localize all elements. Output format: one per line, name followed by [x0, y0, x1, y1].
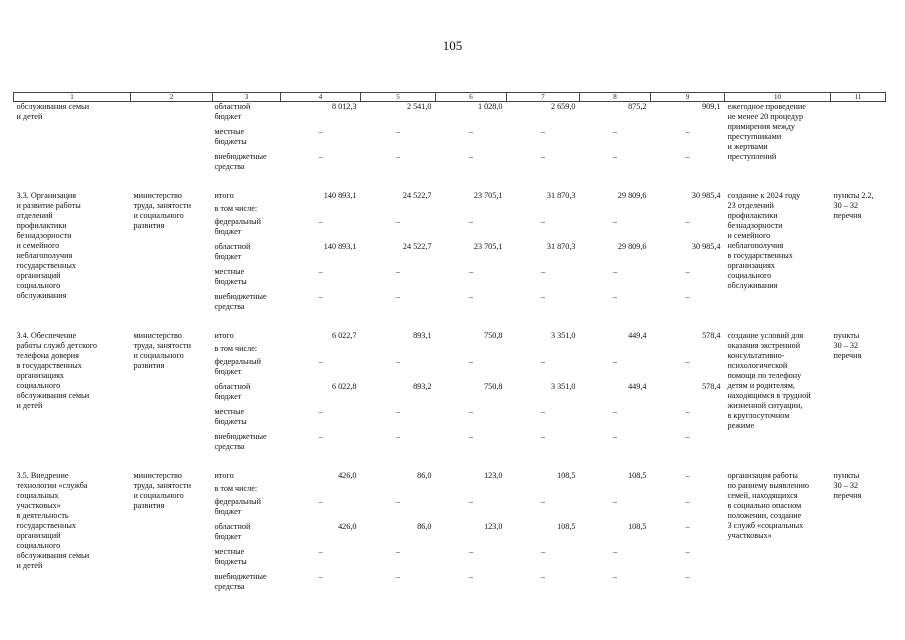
amount-cell: –: [540, 356, 546, 366]
amount-cell: 449,4: [628, 330, 647, 340]
amount-cell: 29 809,6: [617, 241, 647, 251]
amount-cell: –: [468, 496, 474, 506]
amount-cell: –: [612, 356, 618, 366]
amount-cell: –: [612, 291, 618, 301]
funding-source-cell: областной бюджет: [214, 381, 251, 401]
activity-name-cell: обслуживания семьи и детей: [14, 102, 131, 177]
column-header: 10: [725, 93, 831, 102]
amount-cell: –: [685, 216, 690, 226]
column-header: 11: [831, 93, 886, 102]
amount-cell: [651, 484, 725, 497]
amount-cell: 2 541,0: [361, 102, 436, 127]
funding-source-cell: федеральный бюджет: [214, 356, 262, 376]
amount-cell: –: [468, 356, 474, 366]
expected-result-cell: организация работы по раннему выявлению семей, находящихся в социально опасном положении, создание 3 служб «социальных участковых»: [727, 470, 809, 540]
amount-cell: [436, 484, 507, 497]
amount-cell: –: [612, 126, 618, 136]
amount-cell: –: [395, 151, 401, 161]
amount-cell: 30 985,4: [691, 190, 721, 200]
amount-cell: 6 022,8: [331, 381, 357, 391]
amount-cell: –: [540, 546, 546, 556]
column-header: 5: [361, 93, 436, 102]
amount-cell: –: [685, 470, 690, 480]
amount-cell: 140 893,1: [323, 190, 357, 200]
amount-cell: 750,8: [484, 330, 503, 340]
amount-cell: –: [612, 151, 618, 161]
amount-cell: 578,4: [702, 330, 721, 340]
amount-cell: [361, 204, 436, 217]
amount-cell: –: [540, 571, 546, 581]
block-spacer: [14, 177, 886, 191]
amount-cell: –: [685, 126, 690, 136]
reference-cell: пункты 30 – 32 перечня: [833, 470, 862, 500]
amount-cell: [580, 344, 651, 357]
amount-cell: –: [685, 496, 690, 506]
amount-cell: 426,0: [338, 521, 357, 531]
amount-cell: 578,4: [702, 381, 721, 391]
spacer-cell: [14, 177, 886, 191]
amount-cell: –: [540, 431, 546, 441]
funding-source-cell: местные бюджеты: [214, 406, 247, 426]
amount-cell: 86,0: [417, 470, 432, 480]
amount-cell: –: [395, 496, 401, 506]
amount-cell: 3 351,0: [550, 381, 576, 391]
amount-cell: 24 522,7: [402, 190, 432, 200]
page-number: 105: [442, 38, 463, 53]
amount-cell: –: [318, 356, 323, 366]
spacer-cell: [14, 317, 886, 331]
column-header: 3: [213, 93, 281, 102]
amount-cell: –: [540, 216, 546, 226]
amount-cell: 893,2: [413, 381, 432, 391]
column-number-row: [14, 93, 886, 102]
amount-cell: –: [540, 151, 546, 161]
amount-cell: [580, 204, 651, 217]
amount-cell: –: [468, 266, 474, 276]
amount-cell: [507, 344, 580, 357]
amount-cell: 750,8: [484, 381, 503, 391]
amount-cell: [361, 344, 436, 357]
amount-cell: 31 870,3: [546, 190, 576, 200]
amount-cell: 449,4: [628, 381, 647, 391]
funding-source-cell: итого: [214, 470, 234, 480]
table-body: [14, 102, 886, 597]
funding-source-cell: местные бюджеты: [214, 266, 247, 286]
amount-cell: –: [395, 431, 401, 441]
amount-cell: 86,0: [417, 521, 432, 531]
amount-cell: –: [395, 266, 401, 276]
amount-cell: –: [318, 126, 323, 136]
block-spacer: [14, 317, 886, 331]
amount-cell: –: [318, 216, 323, 226]
amount-cell: 875,2: [580, 102, 651, 127]
amount-cell: 108,5: [628, 470, 647, 480]
amount-cell: 123,0: [484, 470, 503, 480]
amount-cell: 6 022,7: [331, 330, 357, 340]
activity-name-cell: 3.5. Внедрение технологии «служба социальных участковых» в деятельность государственных организаций социального обслуживания семьи и детей: [16, 470, 90, 570]
funding-source-cell: в том числе:: [214, 483, 258, 493]
amount-cell: [281, 344, 361, 357]
column-header: 1: [14, 93, 131, 102]
funding-source-cell: в том числе:: [214, 343, 258, 353]
amount-cell: –: [612, 431, 618, 441]
amount-cell: –: [468, 126, 474, 136]
funding-source-cell: внебюджетные средства: [214, 151, 267, 171]
table-row: [14, 331, 886, 344]
amount-cell: –: [468, 151, 474, 161]
funding-source-cell: внебюджетные средства: [214, 431, 267, 451]
amount-cell: –: [685, 546, 690, 556]
funding-source-cell: внебюджетные средства: [214, 571, 267, 591]
column-header: 8: [580, 93, 651, 102]
funding-source-cell: в том числе:: [214, 203, 258, 213]
column-header: 7: [507, 93, 580, 102]
expected-result-cell: создание к 2024 году 23 отделений профилактики безнадзорности и семейного неблагополучия в государственных организациях социального обслуживания: [727, 190, 801, 290]
amount-cell: –: [468, 431, 474, 441]
table-row: [14, 471, 886, 484]
spacer-cell: [14, 457, 886, 471]
amount-cell: 23 705,1: [473, 241, 503, 251]
amount-cell: [436, 344, 507, 357]
amount-cell: [651, 344, 725, 357]
amount-cell: –: [318, 496, 323, 506]
amount-cell: –: [318, 266, 323, 276]
amount-cell: –: [318, 571, 323, 581]
amount-cell: –: [685, 571, 690, 581]
amount-cell: –: [395, 126, 401, 136]
amount-cell: 3 351,0: [550, 330, 576, 340]
amount-cell: –: [612, 216, 618, 226]
amount-cell: 909,1: [651, 102, 725, 127]
executor-cell: министерство труда, занятости и социального развития: [133, 330, 192, 370]
funding-source-cell: областной бюджет: [213, 102, 281, 127]
amount-cell: –: [318, 406, 323, 416]
amount-cell: 140 893,1: [323, 241, 357, 251]
amount-cell: –: [468, 291, 474, 301]
amount-cell: 29 809,6: [617, 190, 647, 200]
amount-cell: –: [612, 406, 618, 416]
amount-cell: 1 028,0: [436, 102, 507, 127]
amount-cell: –: [468, 216, 474, 226]
amount-cell: –: [395, 406, 401, 416]
amount-cell: 893,1: [413, 330, 432, 340]
executor-cell: министерство труда, занятости и социального развития: [133, 190, 192, 230]
funding-source-cell: итого: [214, 330, 234, 340]
program-table: [13, 92, 886, 597]
amount-cell: 2 659,0: [507, 102, 580, 127]
activity-name-cell: 3.4. Обеспечение работы служб детского телефона доверия в государственных организациях социального обслуживания семьи и детей: [16, 330, 97, 410]
amount-cell: –: [540, 291, 546, 301]
column-header: 2: [131, 93, 213, 102]
amount-cell: 24 522,7: [402, 241, 432, 251]
column-header: 4: [281, 93, 361, 102]
funding-source-cell: областной бюджет: [214, 521, 251, 541]
executor-cell: [131, 102, 213, 177]
reference-cell: [831, 102, 886, 177]
amount-cell: –: [318, 431, 323, 441]
amount-cell: [507, 204, 580, 217]
amount-cell: 31 870,3: [546, 241, 576, 251]
amount-cell: –: [685, 431, 690, 441]
funding-source-cell: областной бюджет: [214, 241, 251, 261]
amount-cell: [507, 484, 580, 497]
amount-cell: 426,0: [338, 470, 357, 480]
amount-cell: [281, 484, 361, 497]
expected-result-cell: создание условий для оказания экстренной консультативно- психологической помощи по телефону детям и родителям, находящимся в трудной жизненной ситуации, в круглосуточном режиме: [727, 330, 811, 430]
table-row: [14, 191, 886, 204]
amount-cell: –: [612, 571, 618, 581]
amount-cell: –: [540, 496, 546, 506]
expected-result-cell: ежегодное проведение не менее 20 процедур примирения между преступниками и жертвами преступлений: [725, 102, 831, 177]
funding-source-cell: федеральный бюджет: [214, 496, 262, 516]
amount-cell: –: [685, 521, 690, 531]
activity-name-cell: 3.3. Организация и развитие работы отделений профилактики безнадзорности и семейного неблагополучия государственных организаций социального обслуживания: [16, 190, 81, 300]
amount-cell: [651, 204, 725, 217]
amount-cell: –: [612, 546, 618, 556]
amount-cell: 108,5: [628, 521, 647, 531]
amount-cell: –: [318, 291, 323, 301]
funding-source-cell: федеральный бюджет: [214, 216, 262, 236]
amount-cell: –: [540, 126, 546, 136]
amount-cell: [361, 484, 436, 497]
column-header: 9: [651, 93, 725, 102]
amount-cell: [580, 484, 651, 497]
amount-cell: [436, 204, 507, 217]
amount-cell: –: [540, 266, 546, 276]
table-row: [14, 102, 886, 127]
amount-cell: –: [612, 266, 618, 276]
amount-cell: –: [685, 266, 690, 276]
funding-source-cell: местные бюджеты: [214, 126, 247, 146]
amount-cell: 108,5: [557, 470, 576, 480]
amount-cell: –: [318, 546, 323, 556]
amount-cell: –: [395, 356, 401, 366]
amount-cell: 30 985,4: [691, 241, 721, 251]
amount-cell: 8 012,3: [281, 102, 361, 127]
executor-cell: министерство труда, занятости и социального развития: [133, 470, 192, 510]
amount-cell: –: [468, 571, 474, 581]
reference-cell: пункты 2.2, 30 – 32 перечня: [833, 190, 874, 220]
block-spacer: [14, 457, 886, 471]
amount-cell: –: [468, 406, 474, 416]
funding-source-cell: местные бюджеты: [214, 546, 247, 566]
reference-cell: пункты 30 – 32 перечня: [833, 330, 862, 360]
amount-cell: –: [612, 496, 618, 506]
amount-cell: –: [395, 571, 401, 581]
amount-cell: 23 705,1: [473, 190, 503, 200]
amount-cell: –: [395, 546, 401, 556]
amount-cell: –: [685, 151, 690, 161]
amount-cell: [281, 204, 361, 217]
amount-cell: –: [540, 406, 546, 416]
amount-cell: –: [685, 291, 690, 301]
amount-cell: –: [685, 356, 690, 366]
amount-cell: –: [395, 291, 401, 301]
amount-cell: –: [318, 151, 323, 161]
amount-cell: 123,0: [484, 521, 503, 531]
amount-cell: –: [468, 546, 474, 556]
amount-cell: –: [395, 216, 401, 226]
funding-source-cell: итого: [214, 190, 234, 200]
column-header: 6: [436, 93, 507, 102]
funding-source-cell: внебюджетные средства: [214, 291, 267, 311]
amount-cell: –: [685, 406, 690, 416]
amount-cell: 108,5: [557, 521, 576, 531]
